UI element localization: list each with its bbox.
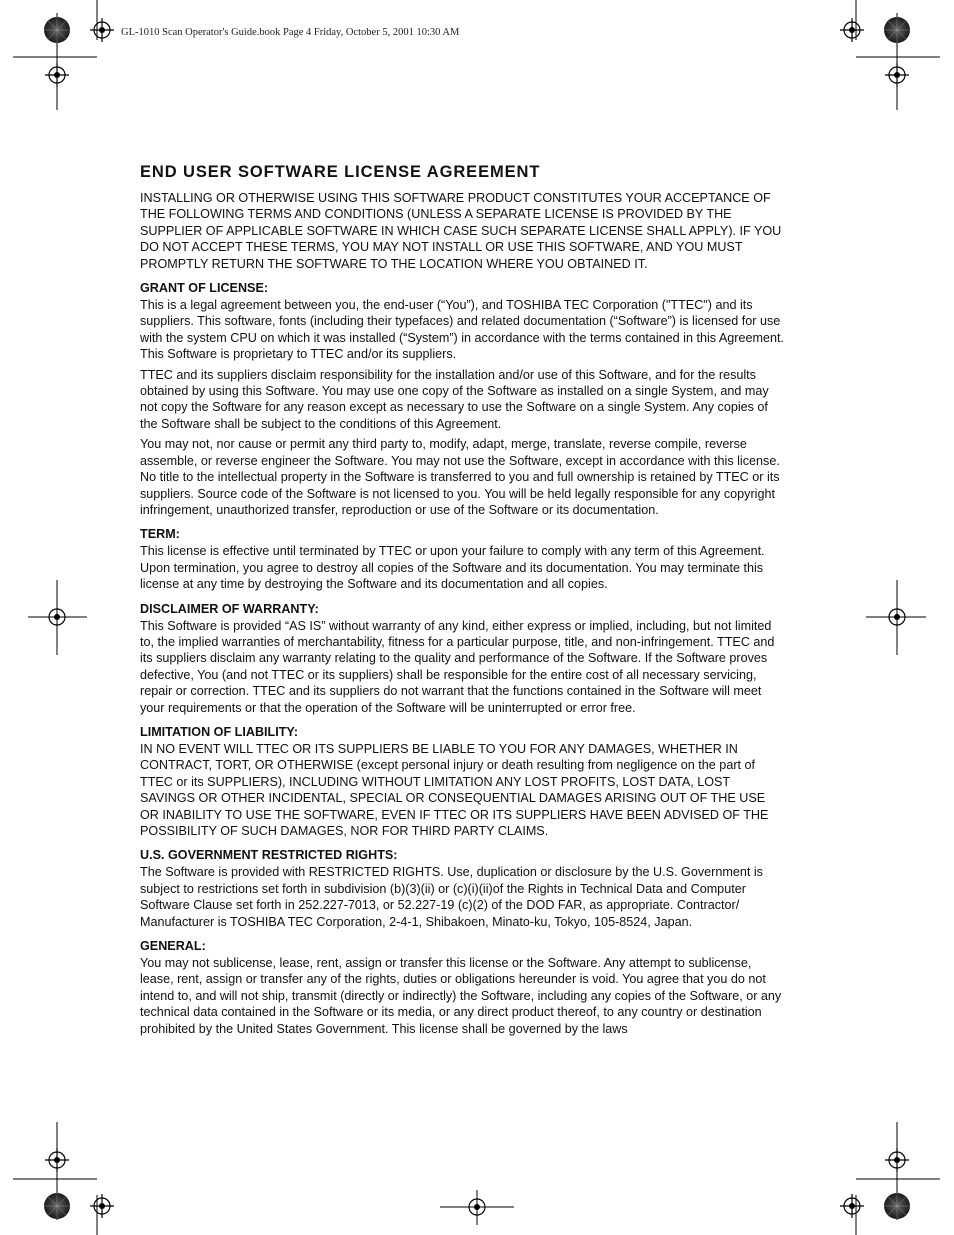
section-heading: GRANT OF LICENSE: (140, 281, 269, 296)
section-paragraph: TTEC and its suppliers disclaim responsibility for the installation and/or use of this Software, and for the results obtained by using this Software. You may use one copy of the Software as installed on a single System, and may not copy the Software for any reason except as necessary to use the Software on a single System. Any copies of the Software shall be subject to the conditions of this Agreement. (140, 367, 769, 431)
intro-paragraph: INSTALLING OR OTHERWISE USING THIS SOFTWARE PRODUCT CONSTITUTES YOUR ACCEPTANCE OF THE FOLLOWING TERMS AND CONDITIONS (UNLESS A SEPARATE LICENSE IS PROVIDED BY THE SUPPLIER OF APPLICABLE SOFTWARE IN WHICH CASE SUCH SEPARATE LICENSE SHALL APPLY). IF YOU DO NOT ACCEPT THESE TERMS, YOU MAY NOT INSTALL OR USE THIS SOFTWARE, AND YOU MUST PROMPTLY RETURN THE SOFTWARE TO THE LOCATION WHERE YOU OBTAINED IT. (140, 191, 782, 271)
section-heading: DISCLAIMER OF WARRANTY: (140, 601, 319, 616)
section-paragraph: You may not sublicense, lease, rent, assign or transfer this license or the Software. Any attempt to sublicense, lease, rent, assign or transfer any of the rights, duties or obligations hereunder is void. You agree that you do not intend to, and will not ship, transmit (directly or indirectly) the Software, including any copies of the Software, or any technical data contained in the Software or its media, or any direct product thereof, to any country or destination prohibited by the United States Government. This license shall be governed by the laws (140, 956, 782, 1036)
print-header-file-info: GL-1010 Scan Operator's Guide.book Page 4 Friday, October 5, 2001 10:30 AM (121, 27, 460, 38)
section-paragraph: The Software is provided with RESTRICTED RIGHTS. Use, duplication or disclosure by the U.S. Government is subject to restrictions set forth in subdivision (b)(3)(ii) or (c)(i)(ii)of the Rights in Technical Data and Computer Software Clause set forth in 252.227-7013, or 52.227-19 (c)(2) of the DOD FAR, as appropriate. Contractor/ Manufacturer is TOSHIBA TEC Corporation, 2-4-1, Shibakoen, Minato-ku, Tokyo, 105-8524, Japan. (140, 865, 763, 929)
section-paragraph: This Software is provided “AS IS” without warranty of any kind, either express or implied, including, but not limited to, the implied warranties of merchantability, fitness for a particular purpose, title, and non-infringement. TTEC and its suppliers disclaim any warranty relating to the quality and performance of the Software. If the Software proves defective, You (and not TTEC or its suppliers) shall be responsible for the entire cost of all necessary servicing, repair or correction. TTEC and its suppliers do not warrant that the functions contained in the Software will meet your requirements or that the operation of the Software will be uninterrupted or error free. (140, 618, 775, 715)
section-disclaimer-of-warranty (140, 601, 786, 716)
section-paragraph: This is a legal agreement between you, the end-user (“You”), and TOSHIBA TEC Corporation ("TTEC") and its suppliers. This software, fonts (including their typefaces) and related documentation (“Software”) is licensed for use with the system CPU on which it was installed (“System”) in accordance with the terms contained in this Agreement. This Software is proprietary to TTEC and/or its suppliers. (140, 298, 784, 362)
section-limitation-of-liability (140, 724, 786, 839)
license-document (140, 163, 786, 1041)
section-paragraph: IN NO EVENT WILL TTEC OR ITS SUPPLIERS BE LIABLE TO YOU FOR ANY DAMAGES, WHETHER IN CONTRACT, TORT, OR OTHERWISE (except personal injury or death resulting from negligence on the part of TTEC or its SUPPLIERS), INCLUDING WITHOUT LIMITATION ANY LOST PROFITS, LOST DATA, LOST SAVINGS OR OTHER INCIDENTAL, SPECIAL OR CONSEQUENTIAL DAMAGES ARISING OUT OF THE USE OR INABILITY TO USE THE SOFTWARE, EVEN IF TTEC OR ITS SUPPLIERS HAVE BEEN ADVISED OF THE POSSIBILITY OF SUCH DAMAGES, NOR FOR THIRD PARTY CLAIMS. (140, 741, 769, 838)
section-term (140, 526, 786, 592)
section-heading: LIMITATION OF LIABILITY: (140, 724, 299, 739)
section-heading: U.S. GOVERNMENT RESTRICTED RIGHTS: (140, 848, 398, 863)
section-heading: GENERAL: (140, 939, 206, 954)
section-paragraph: You may not, nor cause or permit any third party to, modify, adapt, merge, translate, reverse compile, reverse assemble, or reverse engineer the Software. You may not use the Software, except in accordance with this license. No title to the intellectual property in the Software is transferred to you and full ownership is retained by TTEC or its suppliers. Source code of the Software is not licensed to you. You will be held legally responsible for any copyright infringement, unauthorized transfer, reproduction or use of the Software or its documentation. (140, 437, 780, 517)
section-heading: TERM: (140, 527, 180, 542)
section-government-restricted-rights (140, 847, 786, 930)
document-title: END USER SOFTWARE LICENSE AGREEMENT (140, 163, 541, 181)
section-paragraph: This license is effective until terminated by TTEC or upon your failure to comply with any term of this Agreement. Upon termination, you agree to destroy all copies of the Software and its documentation. You may terminate this license at any time by destroying the Software and its documentation and all copies. (140, 544, 765, 592)
section-general (140, 938, 786, 1037)
section-grant-of-license (140, 280, 786, 518)
